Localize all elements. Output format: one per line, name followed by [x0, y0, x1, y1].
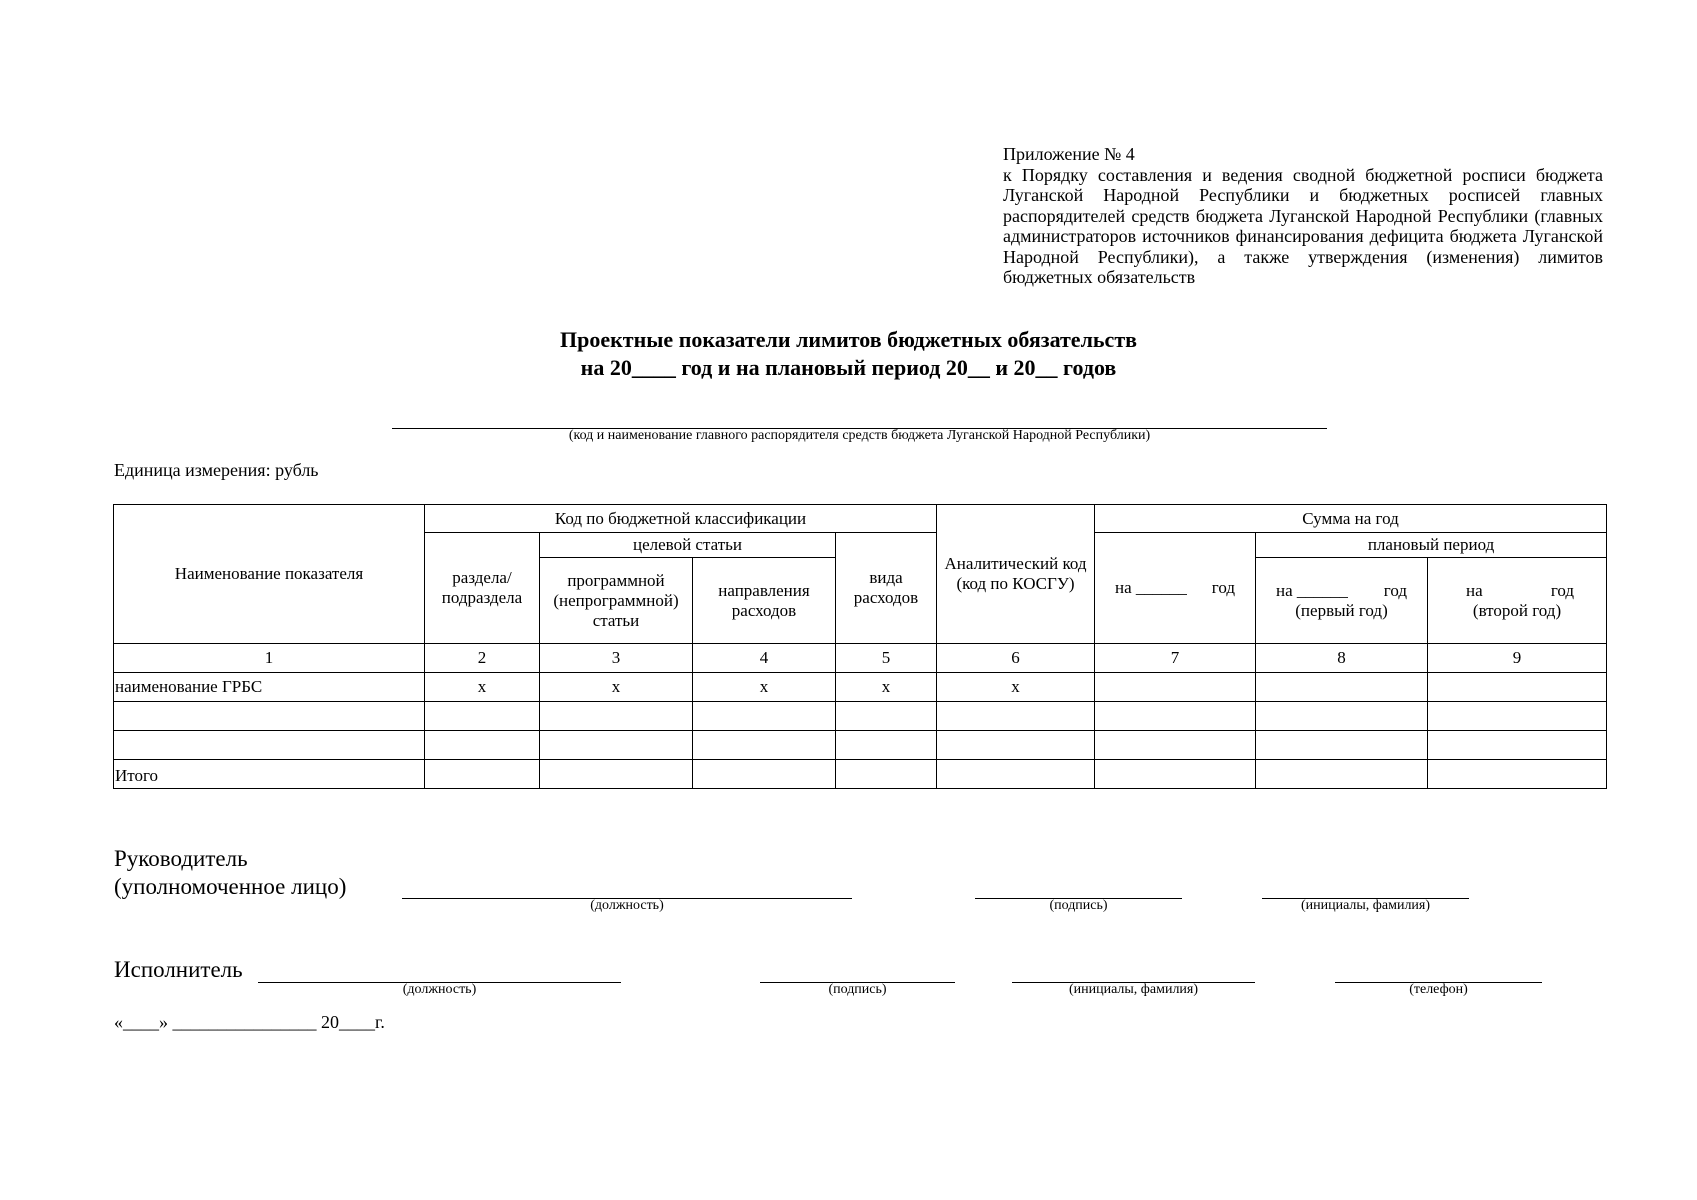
table-cell — [425, 731, 540, 760]
table-cell: наименование ГРБС — [114, 673, 425, 702]
header-planning-period: плановый период — [1256, 533, 1607, 558]
table-cell — [1095, 702, 1256, 731]
executor-label: Исполнитель — [114, 957, 243, 982]
header-year-col7: на ______ год — [1095, 533, 1256, 644]
column-number: 2 — [425, 644, 540, 673]
table-cell — [1428, 731, 1607, 760]
header-analytic-code: Аналитический код (код по КОСГУ) — [937, 505, 1095, 644]
limits-table — [113, 504, 1607, 789]
table-cell — [693, 731, 836, 760]
header-year-col9: на год (второй год) — [1428, 558, 1607, 644]
executor-phone-caption: (телефон) — [1409, 982, 1468, 997]
table-cell — [1095, 731, 1256, 760]
table-cell — [937, 731, 1095, 760]
table-cell — [1428, 702, 1607, 731]
table-cell: х — [937, 673, 1095, 702]
table-cell: Итого — [114, 760, 425, 789]
header-section: раздела/ подраздела — [425, 533, 540, 644]
header-program-article: программной (непрограммной) статьи — [540, 558, 693, 644]
table-cell — [1256, 760, 1428, 789]
document-title — [0, 326, 1697, 382]
table-cell — [1256, 702, 1428, 731]
table-cell — [114, 702, 425, 731]
header-budget-code: Код по бюджетной классификации — [425, 505, 937, 533]
title-line-1: Проектные показатели лимитов бюджетных обязательств — [559, 327, 1138, 352]
header-target-article: целевой статьи — [540, 533, 836, 558]
table-cell — [425, 760, 540, 789]
header-expense-type: вида расходов — [836, 533, 937, 644]
header-direction: направления расходов — [693, 558, 836, 644]
appendix-number: Приложение № 4 — [1003, 144, 1135, 164]
title-line-2: на 20____ год и на плановый период 20__ и 20__ годов — [580, 355, 1117, 380]
column-number: 1 — [114, 644, 425, 673]
column-number: 6 — [937, 644, 1095, 673]
table-cell — [540, 731, 693, 760]
header-sum-year: Сумма на год — [1095, 505, 1607, 533]
total-row — [114, 760, 1607, 789]
table-cell: х — [693, 673, 836, 702]
executor-name-caption: (инициалы, фамилия) — [1068, 982, 1199, 997]
table-row — [114, 731, 1607, 760]
head-name-caption: (инициалы, фамилия) — [1300, 898, 1431, 913]
table-cell — [114, 731, 425, 760]
appendix-block — [1003, 144, 1603, 288]
org-caption: (код и наименование главного распорядителя средств бюджета Луганской Народной Республики) — [568, 428, 1151, 443]
header-name: Наименование показателя — [114, 505, 425, 644]
table-cell — [693, 702, 836, 731]
column-number: 3 — [540, 644, 693, 673]
column-number: 7 — [1095, 644, 1256, 673]
table-cell: х — [540, 673, 693, 702]
table-cell — [937, 702, 1095, 731]
column-number: 5 — [836, 644, 937, 673]
table-cell — [1428, 673, 1607, 702]
executor-position-caption: (должность) — [402, 982, 477, 997]
table-cell: х — [425, 673, 540, 702]
head-label: Руководитель (уполномоченное лицо) — [114, 846, 347, 899]
table-cell: х — [836, 673, 937, 702]
table-row — [114, 673, 1607, 702]
column-number: 4 — [693, 644, 836, 673]
table-cell — [1095, 760, 1256, 789]
column-number: 9 — [1428, 644, 1607, 673]
table-cell — [1428, 760, 1607, 789]
column-numbers-row — [114, 644, 1607, 673]
table-cell — [1095, 673, 1256, 702]
table-cell — [540, 760, 693, 789]
table-cell — [836, 731, 937, 760]
header-year-col8: на ______ год (первый год) — [1256, 558, 1428, 644]
table-cell — [425, 702, 540, 731]
table-cell — [1256, 673, 1428, 702]
executor-signature-caption: (подпись) — [828, 982, 887, 997]
table-cell — [1256, 731, 1428, 760]
table-cell — [693, 760, 836, 789]
table-cell — [836, 760, 937, 789]
unit-of-measure: Единица измерения: рубль — [114, 460, 319, 480]
head-signature-caption: (подпись) — [1049, 898, 1108, 913]
table-cell — [540, 702, 693, 731]
date-line: «____» ________________ 20____г. — [114, 1012, 385, 1032]
column-number: 8 — [1256, 644, 1428, 673]
appendix-text: к Порядку составления и ведения сводной бюджетной росписи бюджета Луганской Народной Республики и бюджетных росписей главных распорядителей средств бюджета Луганской Народной Республики (главных администраторов источников финансирования дефицита бюджета Луганской Народной Республики), а также утверждения (изменения) лимитов бюджетных обязательств — [1003, 164, 1603, 287]
head-position-caption: (должность) — [590, 898, 664, 913]
table-cell — [836, 702, 937, 731]
table-row — [114, 702, 1607, 731]
table-cell — [937, 760, 1095, 789]
